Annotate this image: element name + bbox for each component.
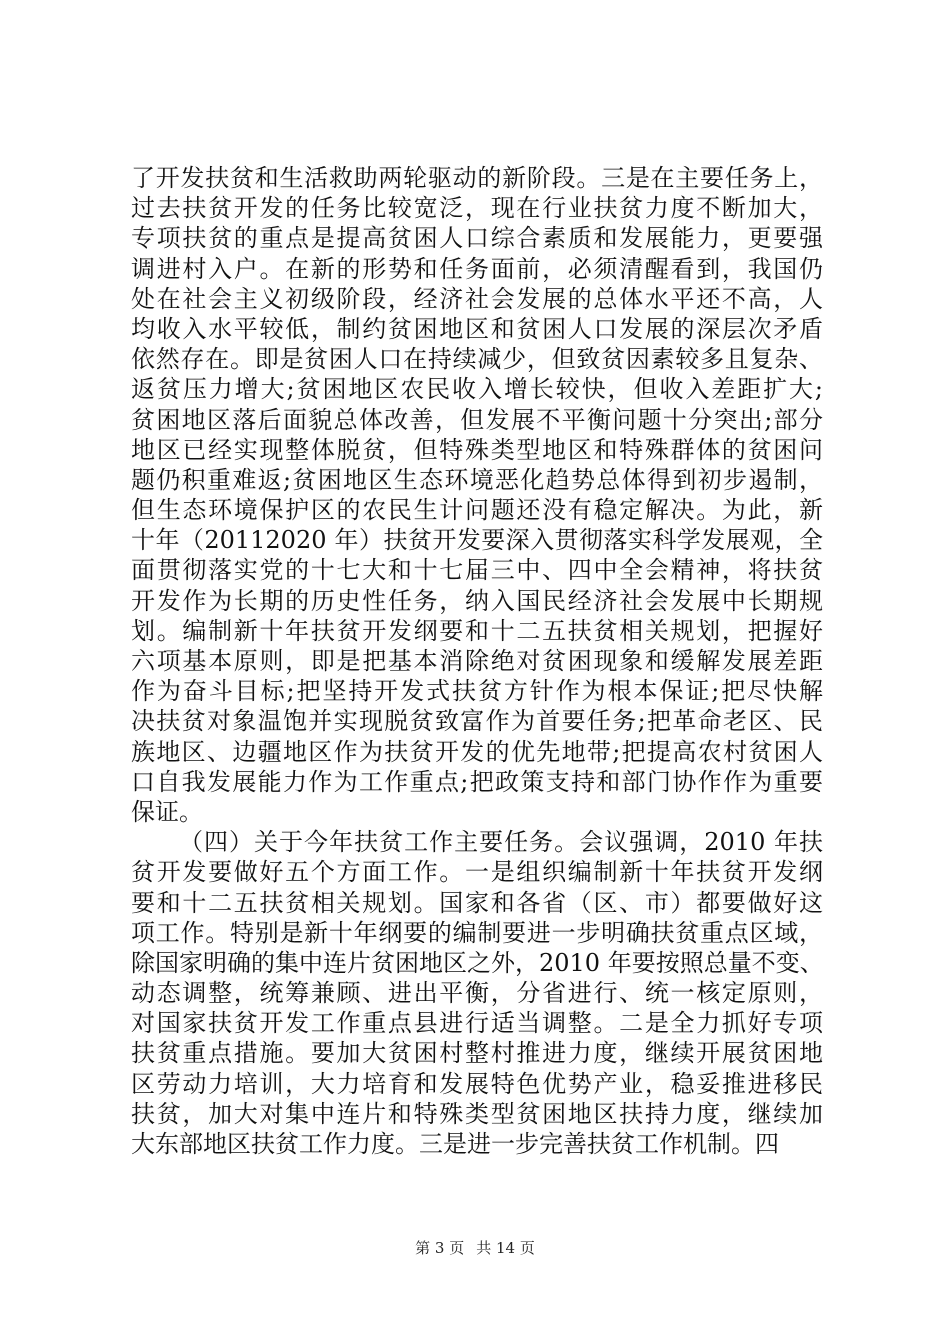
text-line: 依然存在。即是贫困人口在持续减少，但致贫因素较多且复杂、 [131,345,823,374]
text-line: 作为奋斗目标;把坚持开发式扶贫方针作为根本保证;把尽快解 [131,677,823,706]
text-line: 但生态环境保护区的农民生计问题还没有稳定解决。为此，新 [131,496,823,525]
page-total: 共 14 页 [476,1239,535,1257]
text-line: 扶贫，加大对集中连片和特殊类型贫困地区扶持力度，继续加 [131,1099,823,1128]
document-body [131,163,823,1159]
paragraph-2 [131,827,823,1159]
text-line: 题仍积重难返;贫困地区生态环境恶化趋势总体得到初步遏制， [131,465,823,494]
text-line: 对国家扶贫开发工作重点县进行适当调整。二是全力抓好专项 [131,1009,823,1038]
text-line: 专项扶贫的重点是提高贫困人口综合素质和发展能力，更要强 [131,224,823,253]
text-line: 贫开发要做好五个方面工作。一是组织编制新十年扶贫开发纲 [131,858,823,887]
text-line: 调进村入户。在新的形势和任务面前，必须清醒看到，我国仍 [131,254,823,283]
text-line: 扶贫重点措施。要加大贫困村整村推进力度，继续开展贫困地 [131,1039,823,1068]
text-line: 除国家明确的集中连片贫困地区之外，2010 年要按照总量不变、 [131,948,824,977]
text-line: （四）关于今年扶贫工作主要任务。会议强调，2010 年扶 [179,828,823,857]
text-line: 口自我发展能力作为工作重点;把政策支持和部门协作作为重要 [131,767,823,796]
text-line: 项工作。特别是新十年纲要的编制要进一步明确扶贫重点区域， [131,918,823,947]
page-footer [0,1237,950,1258]
text-line: 了开发扶贫和生活救助两轮驱动的新阶段。三是在主要任务上， [131,164,823,192]
text-line: 动态调整，统筹兼顾、进出平衡，分省进行、统一核定原则， [131,979,823,1008]
text-line: 保证。 [131,797,203,826]
text-line: 开发作为长期的历史性任务，纳入国民经济社会发展中长期规 [131,586,823,615]
text-line: 地区已经实现整体脱贫，但特殊类型地区和特殊群体的贫困问 [131,435,823,464]
paragraph-1 [131,163,823,827]
text-line: 贫困地区落后面貌总体改善，但发展不平衡问题十分突出;部分 [131,405,823,434]
text-line: 区劳动力培训，大力培育和发展特色优势产业，稳妥推进移民 [131,1069,823,1098]
text-line: 均收入水平较低，制约贫困地区和贫困人口发展的深层次矛盾 [131,314,823,343]
text-line: 决扶贫对象温饱并实现脱贫致富作为首要任务;把革命老区、民 [131,707,823,736]
page-number: 第 3 页 [415,1239,465,1257]
text-line: 返贫压力增大;贫困地区农民收入增长较快，但收入差距扩大; [131,375,823,404]
text-line: 族地区、边疆地区作为扶贫开发的优先地带;把提高农村贫困人 [131,737,823,766]
text-line: 六项基本原则，即是把基本消除绝对贫困现象和缓解发展差距 [131,647,823,675]
text-line: 面贯彻落实党的十七大和十七届三中、四中全会精神，将扶贫 [131,556,823,585]
text-line: 划。编制新十年扶贫开发纲要和十二五扶贫相关规划，把握好 [131,616,823,645]
text-line: 大东部地区扶贫工作力度。三是进一步完善扶贫工作机制。四 [131,1130,779,1158]
text-line: 过去扶贫开发的任务比较宽泛，现在行业扶贫力度不断加大， [131,194,823,223]
text-line: 要和十二五扶贫相关规划。国家和各省（区、市）都要做好这 [131,888,823,917]
text-line: 处在社会主义初级阶段，经济社会发展的总体水平还不高，人 [131,284,823,313]
text-line: 十年（20112020 年）扶贫开发要深入贯彻落实科学发展观，全 [131,526,823,555]
